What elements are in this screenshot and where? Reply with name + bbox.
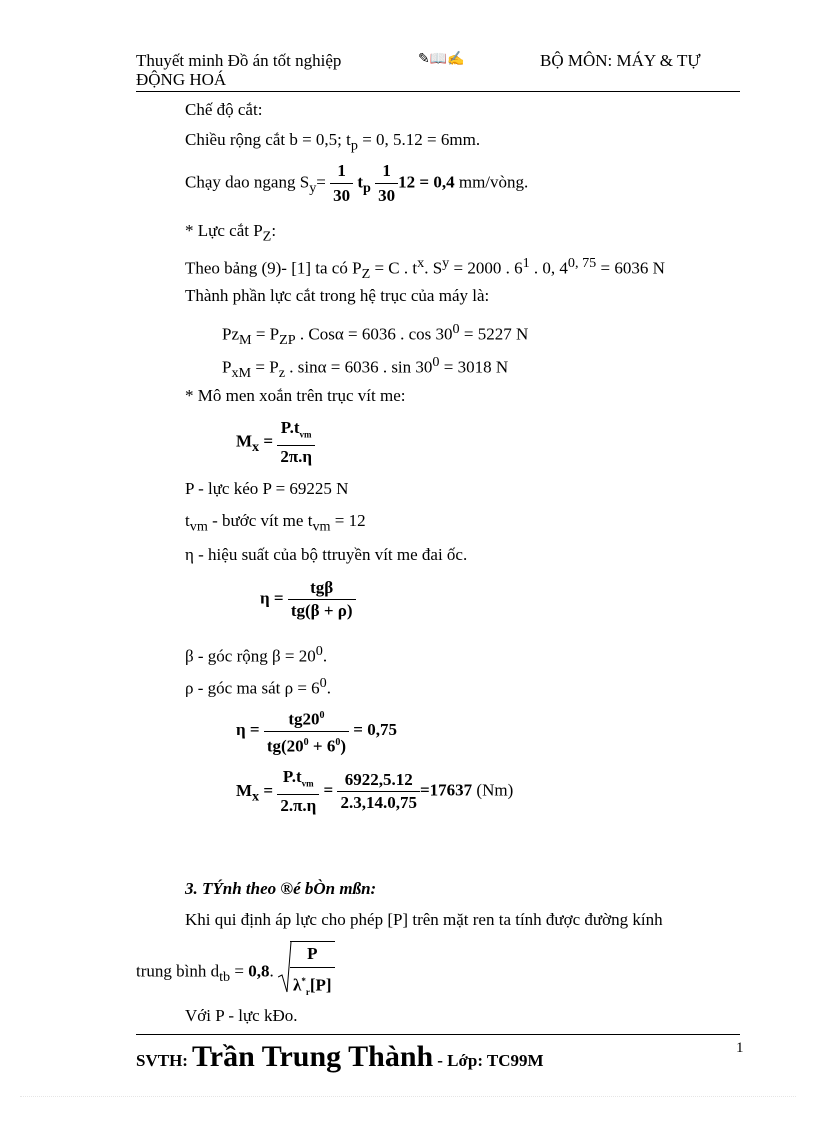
diameter-formula: trung bình $d_{tb} = 0,8$. $\frac{P}{\lambda^*_r[P]}$: [136, 941, 335, 1004]
fraction: $\frac{\text{tgβ}}{tg(\beta + \rho)}$: [288, 578, 356, 621]
fraction: $\frac{P.t_{vm}}{2.\pi.\eta}$: [277, 767, 319, 816]
text-line: $P_{xM} = P_z$ . sinα = 6036 . $\sin 30^0 = 3018$ N: [222, 354, 509, 382]
text-line: ρ - góc ma sát $\rho = 6^0$.: [185, 675, 331, 698]
text-line: * Mô men xoắn trên trục vít me:: [185, 386, 406, 405]
text-line: Theo bảng (9)- [1] ta có $P_Z = C$ . $t^x$. $S^y = 2000$ . $6^1$ . 0, $4^{0, 75} = 6036$ N: [185, 255, 665, 283]
header-department: BỘ MÔN: MÁY & TỰ: [540, 51, 701, 70]
torque-formula: $M_x$ = $\frac{P.t_{vm}}{2\pi.\eta}$: [236, 418, 315, 467]
paragraph-text: Khi qui định áp lực cho phép [P] trên mặt ren ta tính được đường kính: [185, 910, 663, 929]
feed-formula: Chạy dao ngang $S_y=$ $\frac{1}{30}$ $t_p$ $\frac{1}{30}$ 12 = 0,4 mm/vòng.: [185, 161, 529, 205]
fraction: $\frac{tg20^0}{tg(20^0 + 6^0)}$: [264, 706, 349, 756]
header-ornament-icon: ✎📖✍: [418, 52, 465, 67]
text-line: $Pz_M = P_{ZP}$ . Cosα = 6036 . $\cos 30^0 = 5227$ N: [222, 321, 529, 349]
text-line: η - hiệu suất của bộ ttruyền vít me đai ốc.: [185, 545, 468, 564]
text-line: $t_{vm}$ - bước vít me $t_{vm} = 12$: [185, 511, 366, 535]
fraction: $\frac{1}{30}$: [375, 160, 398, 207]
fraction: $\frac{1}{30}$: [330, 160, 353, 207]
header-rule: [136, 91, 740, 92]
section-heading: 3. TÝnh theo ®é bÒn mßn:: [185, 879, 377, 898]
text-line: Với P - lực kÐo.: [185, 1006, 298, 1025]
efficiency-value-formula: η = $\frac{tg20^0}{tg(20^0 + 6^0)}$ = 0,75: [236, 706, 397, 756]
text-line: P - lực kéo P = 69225 N: [185, 479, 349, 498]
text-line: * Lực cắt $P_Z$:: [185, 221, 277, 245]
page-number: 1: [736, 1040, 744, 1056]
page-edge-dotted-line: [20, 1096, 796, 1097]
header-department-cont: ĐỘNG HOÁ: [136, 70, 227, 89]
text-line: β - góc rộng $\beta = 20^0$.: [185, 643, 328, 666]
torque-value-formula: $M_x$ = $\frac{P.t_{vm}}{2.\pi.\eta}$ = $\frac{6922,5.12}{2.3,14.0,75}$ =17637 (Nm): [236, 767, 514, 816]
footer-rule: [136, 1034, 740, 1035]
footer-author: SVTH: Trần Trung Thành - Lớp: TC99M: [136, 1040, 544, 1073]
text-line: Thành phần lực cắt trong hệ trục của máy là:: [185, 286, 490, 305]
header-title: Thuyết minh Đồ án tốt nghiệp: [136, 51, 342, 70]
text-line: Chế độ cắt:: [185, 100, 263, 119]
fraction: $\frac{6922,5.12}{2.3,14.0,75}$: [337, 770, 420, 813]
text-line: Chiều rộng cắt b = 0,5; $t_p = 0$, 5.12 = 6mm.: [185, 130, 481, 154]
square-root: $\frac{P}{\lambda^*_r[P]}$: [278, 941, 335, 1004]
fraction: $\frac{P.t_{vm}}{2\pi.\eta}$: [277, 418, 315, 467]
radical-sign-icon: [278, 941, 292, 993]
efficiency-formula: η = $\frac{\text{tgβ}}{tg(\beta + \rho)}$: [260, 578, 356, 621]
